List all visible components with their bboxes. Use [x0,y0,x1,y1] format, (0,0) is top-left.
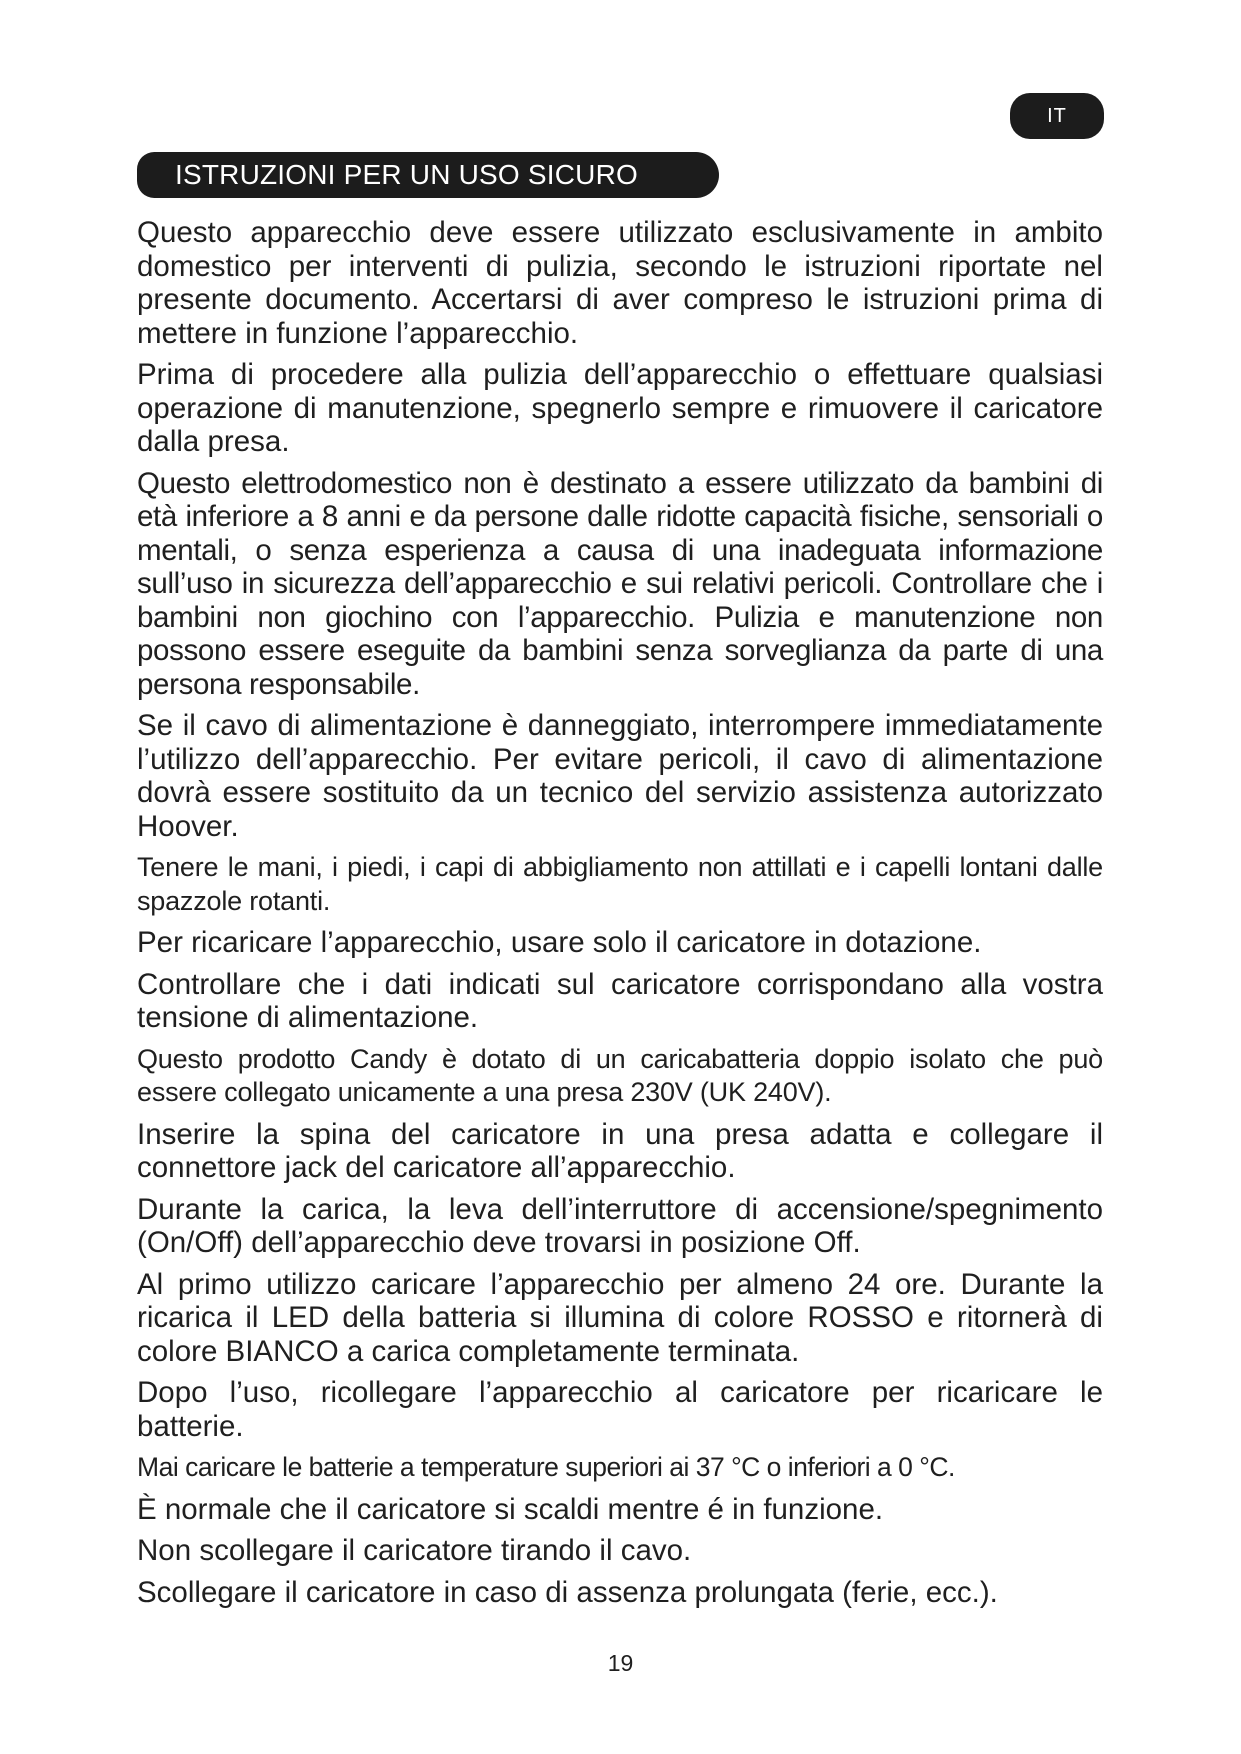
paragraph-temperature: Mai caricare le batterie a temperature superiori ai 37 °C o inferiori a 0 °C. [137,1452,955,1482]
paragraph-switch-off: Durante la carica, la leva dell’interruttore di accensione/spegnimento (On/Off) dell’apparecchio deve trovarsi in posizione Off. [137,1192,1103,1259]
section-title: ISTRUZIONI PER UN USO SICURO [137,152,719,198]
paragraph-connect-charger: Inserire la spina del caricatore in una presa adatta e collegare il connettore jack del caricatore all’apparecchio. [137,1117,1103,1184]
safety-instructions [137,216,1103,1617]
paragraph-intended-use: Questo apparecchio deve essere utilizzato esclusivamente in ambito domestico per interventi di pulizia, secondo le istruzioni riportate nel presente documento. Accertarsi di aver compreso le istruzioni prima di mettere in funzione l’apparecchio. [137,216,1103,350]
paragraph-charger-warm: È normale che il caricatore si scaldi mentre é in funzione. [137,1492,884,1526]
paragraph-rotating-brushes: Tenere le mani, i piedi, i capi di abbigliamento non attillati e i capelli lontani dalle spazzole rotanti. [137,852,1103,916]
language-badge: IT [1010,93,1104,139]
paragraph-long-absence: Scollegare il caricatore in caso di assenza prolungata (ferie, ecc.). [137,1575,998,1609]
paragraph-first-charge: Al primo utilizzo caricare l’apparecchio per almeno 24 ore. Durante la ricarica il LED della batteria si illumina di colore ROSSO e ritornerà di colore BIANCO a carica completamente terminata. [137,1267,1103,1368]
paragraph-children-safety: Questo elettrodomestico non è destinato a essere utilizzato da bambini di età inferiore a 8 anni e da persone dalle ridotte capacità fisiche, sensoriali o mentali, o senza esperienza a causa di una inadeguata informazione sull’uso in sicurezza dell’apparecchio e sui relativi pericoli. Controllare che i bambini non giochino con l’apparecchio. Pulizia e manutenzione non possono essere eseguite da bambini senza sorveglianza da parte di una persona responsabile. [137,466,1103,701]
paragraph-voltage-check: Controllare che i dati indicati sul caricatore corrispondano alla vostra tensione di alimentazione. [137,967,1103,1034]
paragraph-unplug-cable: Non scollegare il caricatore tirando il cavo. [137,1534,692,1567]
paragraph-double-insulated: Questo prodotto Candy è dotato di un caricabatteria doppio isolato che può essere collegato unicamente a una presa 230V (UK 240V). [137,1043,1103,1107]
page-number: 19 [607,1650,634,1676]
paragraph-cleaning-maintenance: Prima di procedere alla pulizia dell’apparecchio o effettuare qualsiasi operazione di manutenzione, spegnerlo sempre e rimuovere il caricatore dalla presa. [137,358,1103,458]
paragraph-after-use: Dopo l’uso, ricollegare l’apparecchio al caricatore per ricaricare le batterie. [137,1376,1103,1443]
paragraph-damaged-cable: Se il cavo di alimentazione è danneggiato, interrompere immediatamente l’utilizzo dell’apparecchio. Per evitare pericoli, il cavo di alimentazione dovrà essere sostituito da un tecnico del servizio assistenza autorizzato Hoover. [137,709,1103,843]
paragraph-charger-only: Per ricaricare l’apparecchio, usare solo il caricatore in dotazione. [137,926,982,959]
